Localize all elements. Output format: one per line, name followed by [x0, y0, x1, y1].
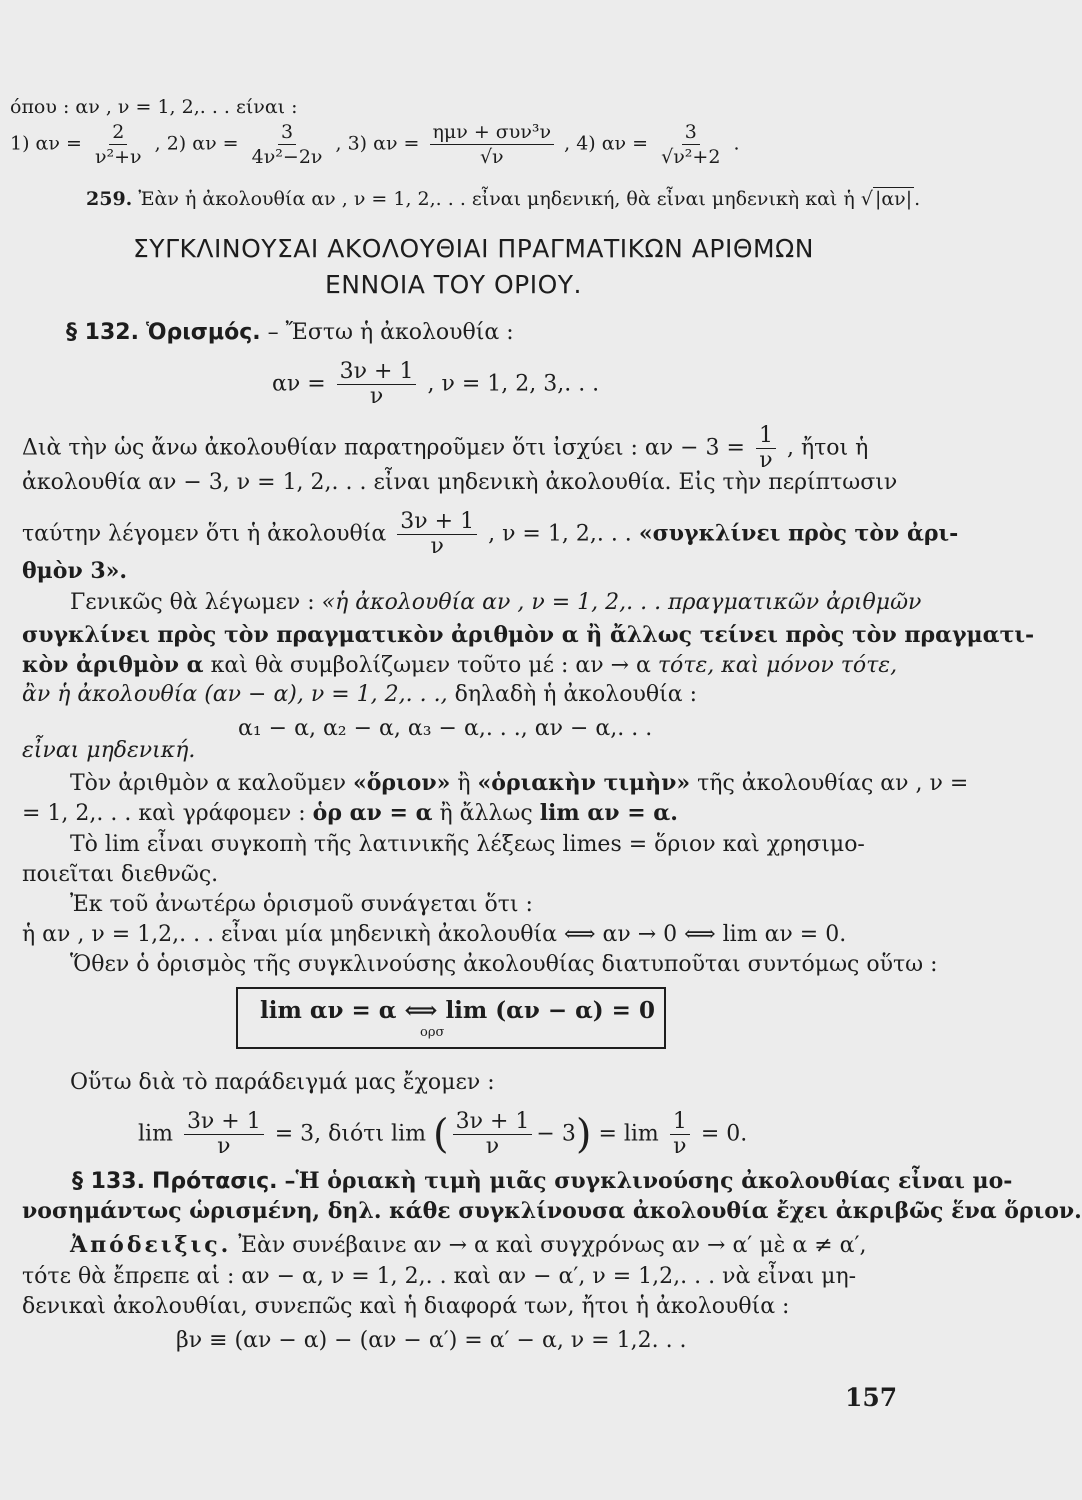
text-line-5: Γενικῶς θὰ λέγωμεν : «ἡ ἀκολουθία αν , ν = 1, 2,. . . πραγματικῶν ἀριθμῶν: [70, 590, 922, 615]
text-line-7: κὸν ἀριθμὸν α καὶ θὰ συμβολίζωμεν τοῦτο μέ : αν → α τότε, καὶ μόνον τότε,: [22, 652, 898, 678]
text-line-11: Τὸν ἀριθμὸν α καλοῦμεν «ὅριον» ἢ «ὁριακὴν τιμὴν» τῆς ἀκολουθίας αν , ν =: [70, 770, 969, 796]
chapter-heading-line2: ΕΝΝΟΙΑ ΤΟΥ ΟΡΙΟΥ.: [325, 270, 582, 299]
text-line-8: ἂν ἡ ἀκολουθία (αν − α), ν = 1, 2,. . ., δηλαδὴ ἡ ἀκολουθία :: [22, 682, 697, 707]
ex4-fraction: $\frac{3}{\text{√ν²+2}}$: [661, 121, 721, 168]
text-line-14: ποιεῖται διεθνῶς.: [22, 862, 219, 887]
text-line-4: θμὸν 3».: [22, 558, 128, 584]
ex-end: .: [733, 132, 740, 155]
exercise-line: [10, 120, 740, 169]
text-line-13: Τὸ lim εἶναι συγκοπὴ τῆς λατινικῆς λέξεως limes = ὅριον καὶ χρησιμο-: [70, 832, 865, 857]
example-limit: lim $\frac{3\nu + 1}{\nu}$ = 3, διότι lim ( $\frac{3\nu + 1}{\nu}$ − 3) = lim $\frac{1}{\nu}$ = 0.: [138, 1109, 748, 1159]
ex3-label: , 3) αν =: [335, 132, 420, 155]
definition-formula: αν = $\frac{3\nu + 1}{\nu}$ , ν = 1, 2, 3,. . .: [272, 359, 600, 409]
section-133-statement: νοσημάντως ὡρισμένη, δηλ. κάθε συγκλίνουσα ἀκολουθία ἔχει ἀκριβῶς ἕνα ὅριον.: [22, 1198, 1082, 1224]
text-line-18: Οὕτω διὰ τὸ παράδειγμά μας ἔχομεν :: [70, 1070, 495, 1095]
proof-line-4: βν ≡ (αν − α) − (αν − α′) = α′ − α, ν = 1,2. . .: [176, 1328, 687, 1353]
text-line-16: ἡ αν , ν = 1,2,. . . εἶναι μία μηδενικὴ ἀκολουθία ⟺ αν → 0 ⟺ lim αν = 0.: [22, 922, 847, 947]
box-formula: lim αν = α ⟺ lim (αν − α) = 0: [260, 997, 655, 1024]
text-line-15: Ἐκ τοῦ ἀνωτέρω ὁρισμοῦ συνάγεται ὅτι :: [70, 892, 533, 917]
ex2-fraction: $\frac{3}{\text{4ν²−2ν}}$: [251, 121, 323, 168]
section-133-header: § 133. Πρότασις. –Ἡ ὁριακὴ τιμὴ μιᾶς συγκλινούσης ἀκολουθίας εἶναι μο-: [72, 1168, 1013, 1194]
section-132-header: [66, 320, 514, 346]
text-line-2: ἀκολουθία αν − 3, ν = 1, 2,. . . εἶναι μηδενικὴ ἀκολουθία. Εἰς τὴν περίπτωσιν: [22, 470, 898, 495]
section-title: Ὁρισμός.: [145, 320, 261, 345]
text-line-12: = 1, 2,. . . καὶ γράφομεν : ὁρ αν = α ἢ ἄλλως lim αν = α.: [22, 800, 678, 826]
intro-line: όπου : αν , ν = 1, 2,. . . είναι :: [10, 96, 298, 118]
problem-259: 259. Ἐὰν ἡ ἀκολουθία αν , ν = 1, 2,. . . εἶναι μηδενική, θὰ εἶναι μηδενικὴ καὶ ἡ √ |αν| .: [86, 188, 921, 210]
proof-line-1: Ἀπόδειξις. Ἐὰν συνέβαινε αν → α καὶ συγχρόνως αν → α′ μὲ α ≠ α′,: [70, 1232, 867, 1258]
problem-text: Ἐὰν ἡ ἀκολουθία αν , ν = 1, 2,. . . εἶναι μηδενική, θὰ εἶναι μηδενικὴ καὶ ἡ: [138, 188, 855, 210]
text-line-3: ταύτην λέγομεν ὅτι ἡ ἀκολουθία $\frac{3\nu + 1}{\nu}$ , ν = 1, 2,. . . «συγκλίνει πρὸς τὸν ἀρι-: [22, 509, 959, 559]
box-subscript: ορσ: [420, 1025, 445, 1040]
sequence-line: α₁ − α, α₂ − α, α₃ − α,. . ., αν − α,. . .: [238, 716, 653, 741]
text-line-6: συγκλίνει πρὸς τὸν πραγματικὸν ἀριθμὸν α ἢ ἄλλως τείνει πρὸς τὸν πραγματι-: [22, 622, 1035, 648]
text-line-17: Ὅθεν ὁ ὁρισμὸς τῆς συγκλινούσης ἀκολουθίας διατυποῦται συντόμως οὕτω :: [70, 952, 938, 977]
text-line-1: Διὰ τὴν ὡς ἄνω ἀκολουθίαν παρατηροῦμεν ὅτι ἰσχύει : αν − 3 = $\frac{1}{\nu}$ , ἤτοι ἡ: [22, 423, 869, 473]
ex4-label: , 4) αν =: [564, 132, 649, 155]
ex2-label: , 2) αν =: [154, 132, 239, 155]
section-intro: – Ἔστω ἡ ἀκολουθία :: [267, 320, 514, 345]
definition-box: [236, 987, 666, 1049]
page-number: 157: [845, 1383, 898, 1412]
ex1-label: 1) αν =: [10, 132, 82, 155]
section-number: § 132.: [66, 320, 139, 345]
chapter-heading-line1: ΣΥΓΚΛΙΝΟΥΣΑΙ ΑΚΟΛΟΥΘΙΑΙ ΠΡΑΓΜΑΤΙΚΩΝ ΑΡΙΘΜΩΝ: [133, 234, 814, 263]
ex3-fraction: $\frac{\text{ημν + συν³ν}}{√\nu}$: [430, 120, 555, 169]
proof-line-3: δενικαὶ ἀκολουθίαι, συνεπῶς καὶ ἡ διαφορά των, ἤτοι ἡ ἀκολουθία :: [22, 1294, 790, 1319]
text-line-10: εἶναι μηδενική.: [22, 738, 196, 763]
problem-number: 259.: [86, 188, 133, 210]
proof-line-2: τότε θὰ ἔπρεπε αἱ : αν − α, ν = 1, 2,. . καὶ αν − α′, ν = 1,2,. . . νὰ εἶναι μη-: [22, 1264, 857, 1289]
problem-root: |αν|: [874, 188, 913, 210]
ex1-fraction: $\frac{2}{\text{ν²+ν}}$: [94, 121, 142, 168]
